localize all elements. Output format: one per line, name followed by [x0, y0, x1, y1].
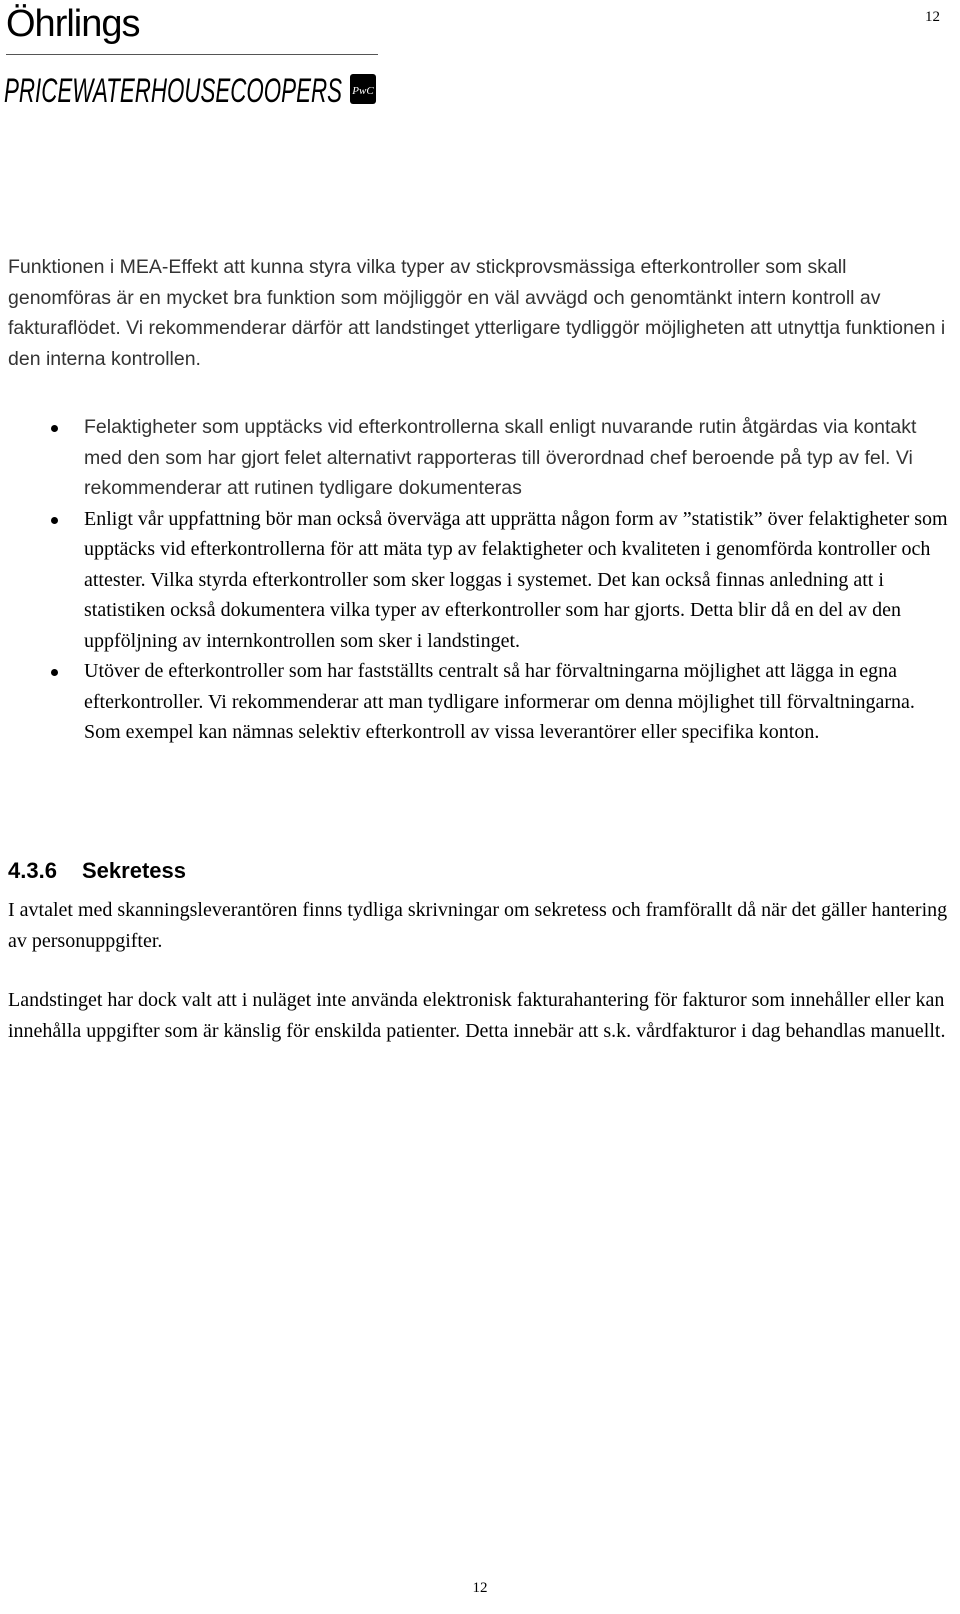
list-item-text: Enligt vår uppfattning bör man också överväga att upprätta någon form av ”statistik” över felaktigheter som upptäcks vid efterkontrollerna för att mäta typ av felaktigheter och kvaliteten i genomförda kontroller och attester. Vilka styrda efterkontroller som sker loggas i systemet. Det kan också finnas anledning att i statistiken också dokumentera vilka typer av efterkontroller som har gjorts. Detta blir då en del av den uppföljning av internkontrollen som sker i landstinget. — [84, 507, 948, 652]
list-item — [8, 412, 953, 504]
page-number-top: 12 — [925, 9, 940, 25]
bullet-icon — [51, 669, 58, 676]
list-item — [8, 656, 953, 748]
intro-recommendation: Vi rekommenderar därför att landstinget ytterligare tydliggör möjligheten att utnyttja funktionen i den interna kontrollen. — [8, 317, 946, 370]
bullet-icon — [51, 425, 58, 432]
section-title: Sekretess — [82, 858, 186, 883]
list-item-text: Utöver de efterkontroller som har fastställts centralt så har förvaltningarna möjlighet att lägga in egna efterkontroller. Vi rekommenderar att man tydligare informerar om denna möjlighet till förvaltningarna. Som exempel kan nämnas selektiv efterkontroll av vissa leverantörer eller specifika konton. — [84, 660, 915, 743]
list-item-text: Felaktigheter som upptäcks vid efterkontrollerna skall enligt nuvarande rutin åtgärdas via kontakt med den som har gjort felet alternativt rapporteras till överordnad chef beroende på typ av fel. — [84, 416, 917, 469]
section-number: 4.3.6 — [8, 858, 57, 883]
list-item — [8, 504, 953, 657]
company-logo — [4, 66, 386, 114]
bullet-icon — [51, 517, 58, 524]
svg-text:PwC: PwC — [352, 85, 374, 97]
header-divider — [6, 54, 378, 55]
list-item-text-recommendation: Vi rekommenderar att rutinen tydligare dokumenteras — [84, 446, 913, 499]
recommendation-list — [8, 412, 953, 748]
brand-name: Öhrlings — [6, 3, 140, 45]
logo-seal-icon — [350, 74, 376, 104]
logo-wordmark: PRICEWATERHOUSECOOPERS — [4, 72, 343, 110]
section-heading — [8, 856, 186, 886]
body-paragraph: I avtalet med skanningsleverantören finns tydliga skrivningar om sekretess och framförallt då när det gäller hantering av personuppgifter. — [8, 899, 948, 952]
body-paragraph: Landstinget har dock valt att i nuläget inte använda elektronisk fakturahantering för fakturor som innehåller eller kan innehålla uppgifter som är känslig för enskilda patienter. Detta innebär att s.k. vårdfakturor i dag behandlas manuellt. — [8, 989, 946, 1042]
intro-paragraph — [8, 252, 948, 374]
page-number-bottom: 12 — [472, 1580, 488, 1596]
intro-text: Funktionen i MEA-Effekt att kunna styra vilka typer av stickprovsmässiga efterkontroller som skall genomföras är en mycket bra funktion som möjliggör en väl avvägd och genomtänkt intern kontroll av fakturaflödet. — [8, 256, 881, 339]
